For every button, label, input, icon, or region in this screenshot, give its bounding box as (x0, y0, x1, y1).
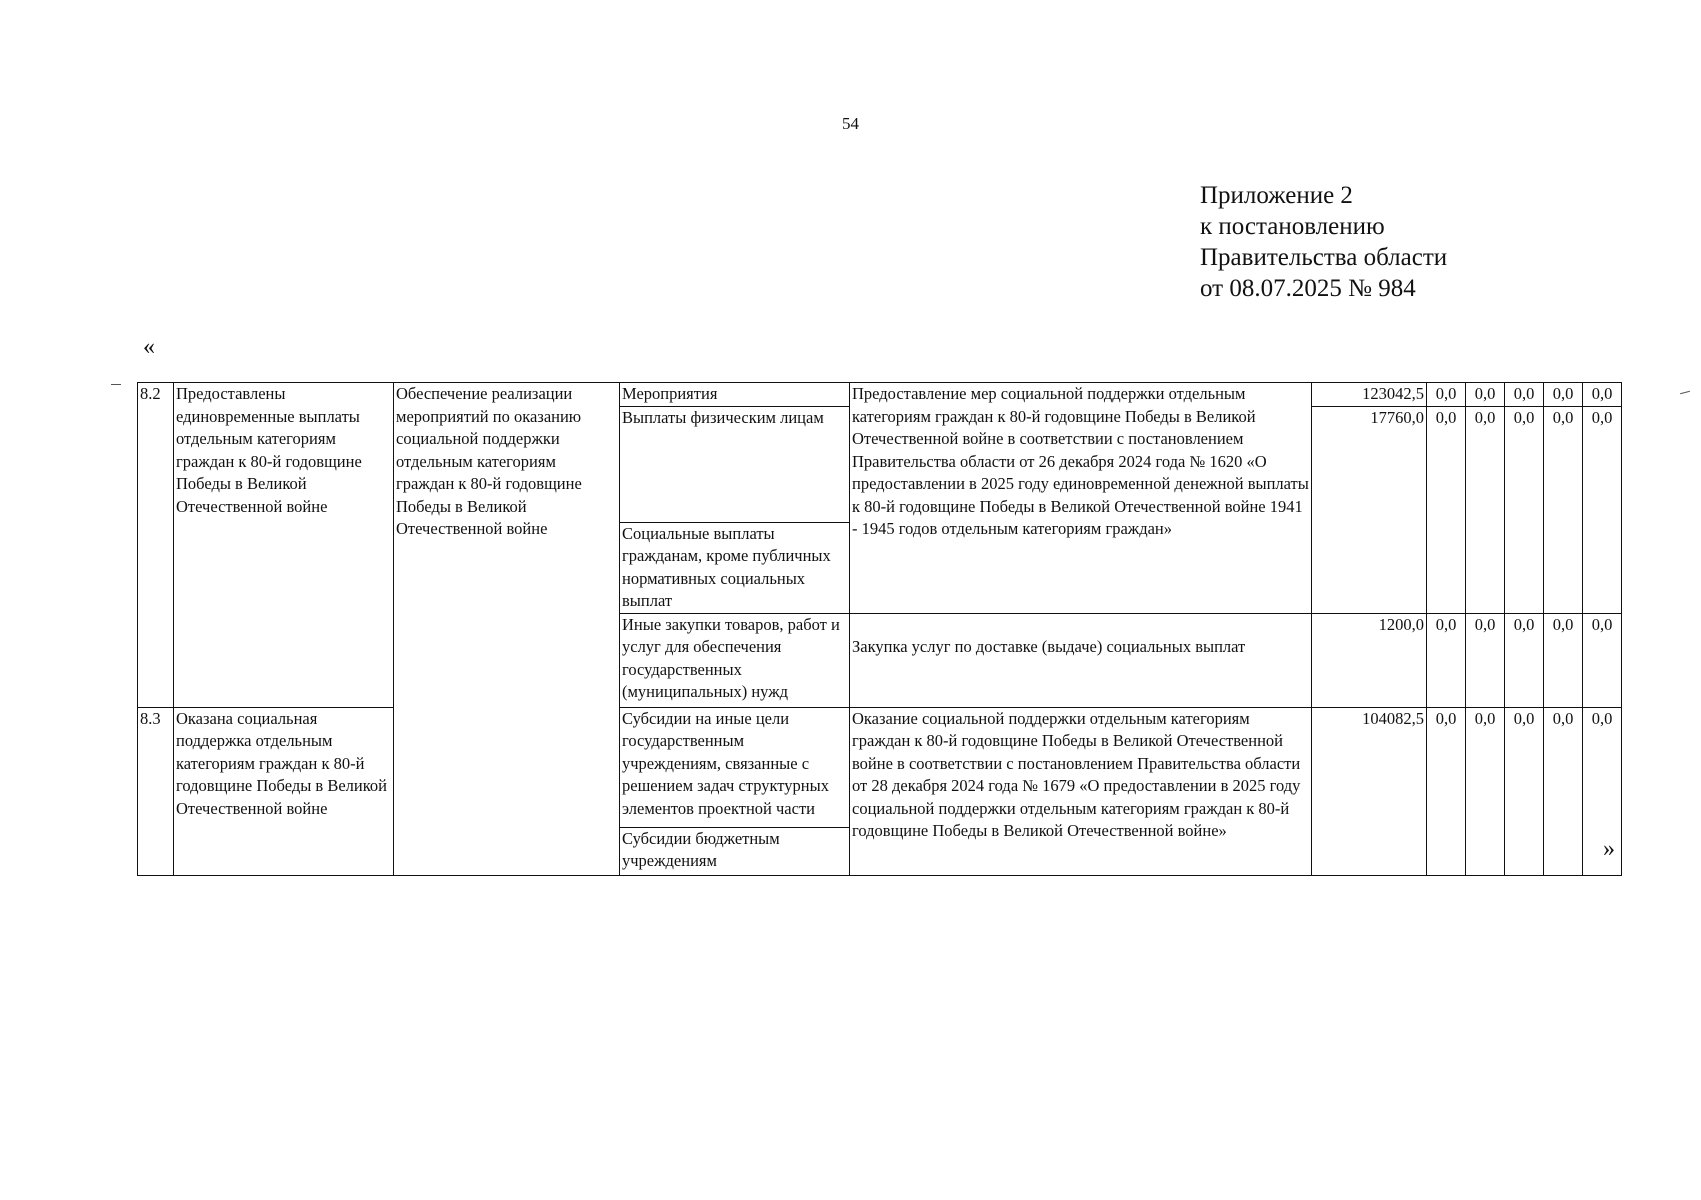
budget-table (137, 382, 1622, 876)
amount-8-3: 104082,5 (1312, 707, 1427, 875)
appendix-line-4: от 08.07.2025 № 984 (1200, 275, 1416, 302)
row-number-8-2: 8.2 (138, 383, 174, 708)
procurement-zero-5: 0,0 (1583, 613, 1622, 707)
measures-description: Предоставление мер социальной поддержки отдельным категориям граждан к 80-й годовщине Победы в Великой Отечественной войне в соответствии с постановлением Правительства области от 26 декабря 2024 года № 1620 «О предоставлении в 2025 году единовременной денежной выплаты к 80-й годовщине Победы в Великой Отечественной войне 1941 - 1945 годов отдельным категориям граждан» (850, 383, 1312, 614)
zero-8-3-5: 0,0 (1583, 707, 1622, 875)
margin-mark-left (111, 384, 121, 385)
measures-zero-5: 0,0 (1583, 383, 1622, 407)
appendix-line-2: к постановлению (1200, 213, 1385, 240)
budget-subsidy-label: Субсидии бюджетным учреждениям (622, 828, 780, 870)
procurement-amount: 1200,0 (1312, 613, 1427, 707)
subsidy-cell (620, 707, 850, 875)
appendix-line-1: Приложение 2 (1200, 182, 1353, 209)
subsidy-label: Субсидии на иные цели государственным учреждениям, связанные с решением задач структурных элементов проектной части (620, 708, 849, 828)
zero-8-3-4: 0,0 (1544, 707, 1583, 875)
social-payments-label: Социальные выплаты гражданам, кроме публичных нормативных социальных выплат (622, 523, 831, 610)
procurement-zero-3: 0,0 (1505, 613, 1544, 707)
closing-quote: » (1603, 836, 1615, 862)
payments-zero-3: 0,0 (1505, 406, 1544, 613)
measures-zero-4: 0,0 (1544, 383, 1583, 407)
table-row-8-2-measures (138, 383, 1622, 407)
row-number-8-3: 8.3 (138, 707, 174, 875)
measures-amount: 123042,5 (1312, 383, 1427, 407)
measures-zero-3: 0,0 (1505, 383, 1544, 407)
payments-amount: 17760,0 (1312, 406, 1427, 613)
procurement-zero-2: 0,0 (1466, 613, 1505, 707)
zero-8-3-3: 0,0 (1505, 707, 1544, 875)
payments-cell (620, 406, 850, 613)
opening-quote: « (143, 334, 155, 360)
measures-label: Мероприятия (620, 383, 850, 407)
zero-8-3-1: 0,0 (1427, 707, 1466, 875)
margin-mark-right (1680, 391, 1690, 395)
procurement-zero-4: 0,0 (1544, 613, 1583, 707)
procurement-description-cell (850, 613, 1312, 707)
task-cell: Обеспечение реализации мероприятий по оказанию социальной поддержки отдельным категориям граждан к 80-й годовщине Победы в Великой Отечественной войне (394, 383, 620, 876)
page-number: 54 (842, 114, 859, 133)
zero-8-3-2: 0,0 (1466, 707, 1505, 875)
payments-zero-1: 0,0 (1427, 406, 1466, 613)
payments-zero-4: 0,0 (1544, 406, 1583, 613)
description-8-3: Оказание социальной поддержки отдельным категориям граждан к 80-й годовщине Победы в Великой Отечественной войне в соответствии с постановлением Правительства области от 28 декабря 2024 года № 1679 «О предоставлении в 2025 году социальной поддержки отдельным категориям граждан к 80-й годовщине Победы в Великой Отечественной войне» (850, 707, 1312, 875)
procurement-label: Иные закупки товаров, работ и услуг для обеспечения государственных (муниципальных) нужд (620, 613, 850, 707)
payments-zero-2: 0,0 (1466, 406, 1505, 613)
procurement-zero-1: 0,0 (1427, 613, 1466, 707)
table-row-8-3 (138, 707, 1622, 875)
appendix-header (1200, 180, 1447, 304)
appendix-line-3: Правительства области (1200, 244, 1448, 271)
procurement-description: Закупка услуг по доставке (выдаче) социальных выплат (852, 636, 1246, 656)
payments-zero-5: 0,0 (1583, 406, 1622, 613)
result-8-3: Оказана социальная поддержка отдельным категориям граждан к 80-й годовщине Победы в Великой Отечественной войне (174, 707, 394, 875)
measures-zero-1: 0,0 (1427, 383, 1466, 407)
measures-zero-2: 0,0 (1466, 383, 1505, 407)
payments-label: Выплаты физическим лицам (620, 407, 849, 523)
result-8-2: Предоставлены единовременные выплаты отдельным категориям граждан к 80-й годовщине Победы в Великой Отечественной войне (174, 383, 394, 708)
